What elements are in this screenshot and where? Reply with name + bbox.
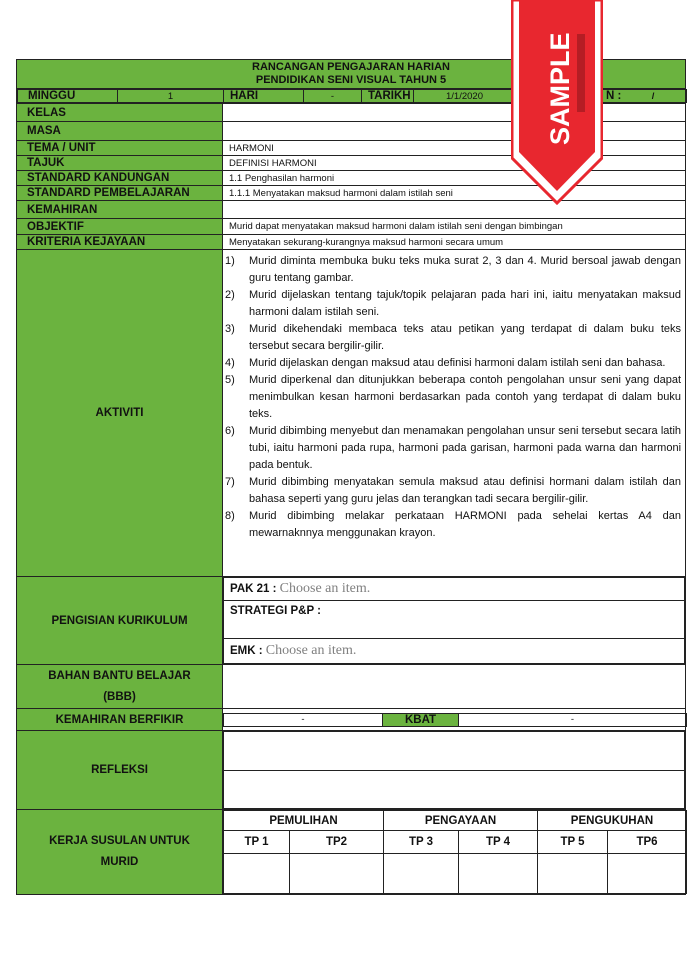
pak21-field[interactable] xyxy=(224,578,685,601)
sample-stamp-bar xyxy=(577,34,585,112)
minggu-label: MINGGU xyxy=(18,90,118,103)
refleksi-line-2[interactable] xyxy=(224,771,685,809)
sample-watermark-text: SAMPLE xyxy=(545,32,575,145)
kerja-susulan-line-1: KERJA SUSULAN UNTUK xyxy=(49,835,190,847)
refleksi-grid xyxy=(223,731,685,809)
aktiviti-label: AKTIVITI xyxy=(17,250,223,577)
objektif-value[interactable]: Murid dapat menyatakan maksud harmoni dalam istilah seni dengan bimbingan xyxy=(223,219,686,235)
kemahiran-berfikir-label: KEMAHIRAN BERFIKIR xyxy=(17,709,223,731)
emk-dropdown[interactable]: Choose an item. xyxy=(265,643,357,658)
hari-value[interactable]: - xyxy=(304,90,362,103)
tp5-cell[interactable] xyxy=(538,854,608,894)
title-line-2: PENDIDIKAN SENI VISUAL TAHUN 5 xyxy=(255,74,447,86)
bbb-label xyxy=(17,665,223,709)
kbat-value[interactable]: - xyxy=(459,713,687,726)
masa-value[interactable] xyxy=(223,122,686,141)
tarikh-value[interactable]: 1/1/2020 xyxy=(414,90,516,103)
sample-watermark-ribbon xyxy=(511,0,603,205)
pengisian-label: PENGISIAN KURIKULUM xyxy=(17,577,223,665)
aktiviti-item-number: 6) xyxy=(225,425,235,437)
tp1-header: TP 1 xyxy=(224,831,290,854)
kerja-susulan-grid xyxy=(223,810,687,894)
tahun-value[interactable]: / xyxy=(651,91,655,102)
aktiviti-item-text: Murid diminta membuka buku teks muka surat 2, 3 dan 4. Murid bersoal jawab dengan guru tentang gambar. xyxy=(249,255,682,284)
aktiviti-item xyxy=(225,253,681,287)
pemulihan-header: PEMULIHAN xyxy=(224,811,384,831)
refleksi-label: REFLEKSI xyxy=(17,731,223,810)
kerja-susulan-label xyxy=(17,810,223,895)
kelas-label: KELAS xyxy=(17,104,223,122)
kerja-susulan-line-2: MURID xyxy=(100,856,139,868)
aktiviti-item xyxy=(225,474,681,508)
pak21-dropdown[interactable]: Choose an item. xyxy=(279,581,371,596)
pengukuhan-header: PENGUKUHAN xyxy=(538,811,687,831)
hari-label: HARI xyxy=(224,90,304,103)
aktiviti-item-number: 3) xyxy=(225,323,235,335)
emk-field[interactable] xyxy=(224,639,685,664)
kemahiran-berfikir-value[interactable]: - xyxy=(224,713,383,726)
tarikh-label: TARIKH xyxy=(362,90,414,103)
aktiviti-item-number: 5) xyxy=(225,374,235,386)
aktiviti-item-number: 1) xyxy=(225,255,235,267)
pak21-label: PAK 21 : xyxy=(230,583,277,595)
aktiviti-item xyxy=(225,423,681,474)
bbb-label-line-1: BAHAN BANTU BELAJAR xyxy=(48,669,191,682)
pengayaan-header: PENGAYAAN xyxy=(384,811,538,831)
aktiviti-item-text: Murid dibimbing melakar perkataan HARMONI pada sehelai kertas A4 dan mewarnaknnya menggunakan krayon. xyxy=(249,510,682,539)
standard-pembelajaran-label: STANDARD PEMBELAJARAN xyxy=(17,186,223,201)
tp4-header: TP 4 xyxy=(459,831,538,854)
aktiviti-item-number: 7) xyxy=(225,476,235,488)
tp6-cell[interactable] xyxy=(608,854,687,894)
aktiviti-item xyxy=(225,508,681,542)
aktiviti-item xyxy=(225,287,681,321)
refleksi-line-1[interactable] xyxy=(224,732,685,771)
aktiviti-item xyxy=(225,321,681,355)
aktiviti-item-text: Murid diperkenal dan ditunjukkan beberapa contoh pengolahan unsur seni yang dapat menimbulkan kesan harmoni berdasarkan pada contoh yang terdapat di dalam buku teks. xyxy=(249,374,682,420)
standard-pembelajaran-value[interactable]: 1.1.1 Menyatakan maksud harmoni dalam istilah seni xyxy=(223,186,686,201)
aktiviti-item-text: Murid dijelaskan tentang tajuk/topik pelajaran pada hari ini, iaitu menyatakan maksud harmoni dalam istilah seni. xyxy=(249,289,682,318)
tp1-cell[interactable] xyxy=(224,854,290,894)
tp2-cell[interactable] xyxy=(290,854,384,894)
kriteria-label: KRITERIA KEJAYAAN xyxy=(17,235,223,250)
masa-label: MASA xyxy=(17,122,223,141)
objektif-label: OBJEKTIF xyxy=(17,219,223,235)
aktiviti-item-text: Murid dijelaskan dengan maksud atau definisi harmoni dalam istilah seni dan bahasa. xyxy=(249,357,666,369)
bbb-label-line-2: (BBB) xyxy=(103,690,136,703)
kemahiran-berfikir-grid xyxy=(223,713,687,727)
tp3-cell[interactable] xyxy=(384,854,459,894)
tahun-label: N : xyxy=(606,90,622,102)
aktiviti-list xyxy=(223,250,685,544)
tajuk-value[interactable]: DEFINISI HARMONI xyxy=(223,156,686,171)
aktiviti-item-text: Murid dikehendaki membaca teks atau petikan yang terdapat di dalam buku teks tersebut secara bergilir-gilir. xyxy=(249,323,682,352)
aktiviti-item-text: Murid dibimbing menyatakan semula maksud atau definisi hormani dalam istilah dan bahasa seperti yang guru jelas dan terangkan tadi secara bergilir-gilir. xyxy=(249,476,682,505)
aktiviti-item xyxy=(225,355,681,372)
aktiviti-item xyxy=(225,372,681,423)
aktiviti-item-number: 2) xyxy=(225,289,235,301)
aktiviti-item-text: Murid dibimbing menyebut dan menamakan pengolahan unsur seni tersebut secara latih tubi, iaitu harmoni pada rupa, harmoni pada garisan, harmoni pada warna dan harmoni pada bentuk. xyxy=(249,425,682,471)
strategi-label: STRATEGI P&P : xyxy=(230,605,321,617)
kriteria-value[interactable]: Menyatakan sekurang-kurangnya maksud harmoni secara umum xyxy=(223,235,686,250)
aktiviti-content[interactable] xyxy=(223,250,686,577)
tajuk-label: TAJUK xyxy=(17,156,223,171)
standard-kandungan-label: STANDARD KANDUNGAN xyxy=(17,171,223,186)
tp4-cell[interactable] xyxy=(459,854,538,894)
strategi-field[interactable] xyxy=(224,601,685,639)
emk-label: EMK : xyxy=(230,645,263,657)
aktiviti-item-number: 8) xyxy=(225,510,235,522)
aktiviti-item-number: 4) xyxy=(225,357,235,369)
tema-label: TEMA / UNIT xyxy=(17,141,223,156)
tp5-header: TP 5 xyxy=(538,831,608,854)
tp6-header: TP6 xyxy=(608,831,687,854)
minggu-value[interactable]: 1 xyxy=(118,90,224,103)
kbat-label: KBAT xyxy=(383,713,459,726)
tp2-header: TP2 xyxy=(290,831,384,854)
tp3-header: TP 3 xyxy=(384,831,459,854)
kemahiran-value[interactable] xyxy=(223,201,686,219)
bbb-value[interactable] xyxy=(223,665,686,709)
pengisian-grid xyxy=(223,577,685,664)
title-line-1: RANCANGAN PENGAJARAN HARIAN xyxy=(252,61,451,73)
standard-kandungan-value[interactable]: 1.1 Penghasilan harmoni xyxy=(223,171,686,186)
tema-value[interactable]: HARMONI xyxy=(223,141,686,156)
kemahiran-label: KEMAHIRAN xyxy=(17,201,223,219)
kelas-value[interactable] xyxy=(223,104,686,122)
